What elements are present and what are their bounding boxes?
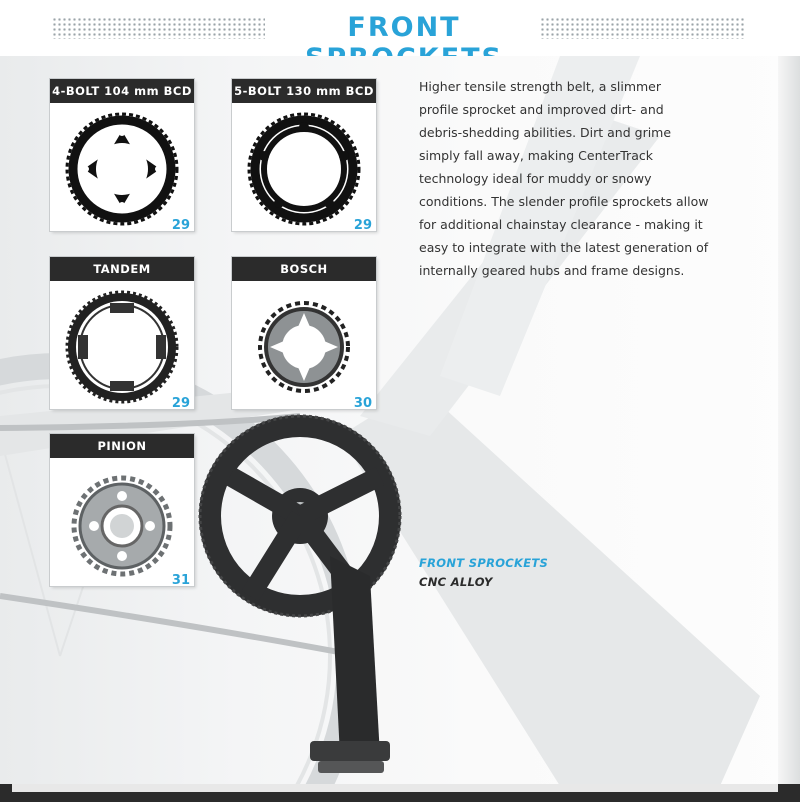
card-label: 4-BOLT 104 mm BCD <box>50 79 194 103</box>
caption-title: FRONT SPROCKETS <box>419 556 549 570</box>
title-dots-left <box>52 17 265 39</box>
chainring-5-bolt-icon <box>244 109 364 229</box>
chainring-4-bolt-icon <box>62 109 182 229</box>
card-number: 30 <box>353 396 372 411</box>
card-label: PINION <box>50 434 194 458</box>
card-number: 29 <box>353 218 372 233</box>
caption-subtitle: CNC ALLOY <box>419 575 493 589</box>
card-number: 31 <box>171 573 190 588</box>
description-line: technology ideal for muddy or snowy <box>419 171 652 186</box>
card-pinion <box>50 434 194 586</box>
card-label: 5-BOLT 130 mm BCD <box>232 79 376 103</box>
description-line: conditions. The slender profile sprockets allow <box>419 194 709 209</box>
right-border <box>778 56 800 802</box>
description-text <box>419 75 719 282</box>
chainring-bosch-icon <box>244 287 364 407</box>
card-5-bolt <box>232 79 376 231</box>
bottom-band-inner <box>12 784 778 792</box>
page-title: FRONT <box>347 12 461 43</box>
card-4-bolt <box>50 79 194 231</box>
card-number: 29 <box>171 218 190 233</box>
card-bosch <box>232 257 376 409</box>
card-label: BOSCH <box>232 257 376 281</box>
description-line: easy to integrate with the latest generation of <box>419 240 709 255</box>
title-dots-right <box>540 17 745 39</box>
bottom-band <box>0 784 800 802</box>
description-line: debris-shedding abilities. Dirt and grime <box>419 125 672 140</box>
card-tandem <box>50 257 194 409</box>
chainring-tandem-icon <box>62 287 182 407</box>
card-number: 29 <box>171 396 190 411</box>
title-strip <box>0 0 800 56</box>
description-line: simply fall away, making CenterTrack <box>419 148 653 163</box>
description-line: internally geared hubs and frame designs. <box>419 263 685 278</box>
description-line: Higher tensile strength belt, a slimmer <box>419 79 662 94</box>
chainring-pinion-icon <box>62 464 182 584</box>
description-line: profile sprocket and improved dirt- and <box>419 102 664 117</box>
description-line: for additional chainstay clearance - making it <box>419 217 703 232</box>
card-label: TANDEM <box>50 257 194 281</box>
